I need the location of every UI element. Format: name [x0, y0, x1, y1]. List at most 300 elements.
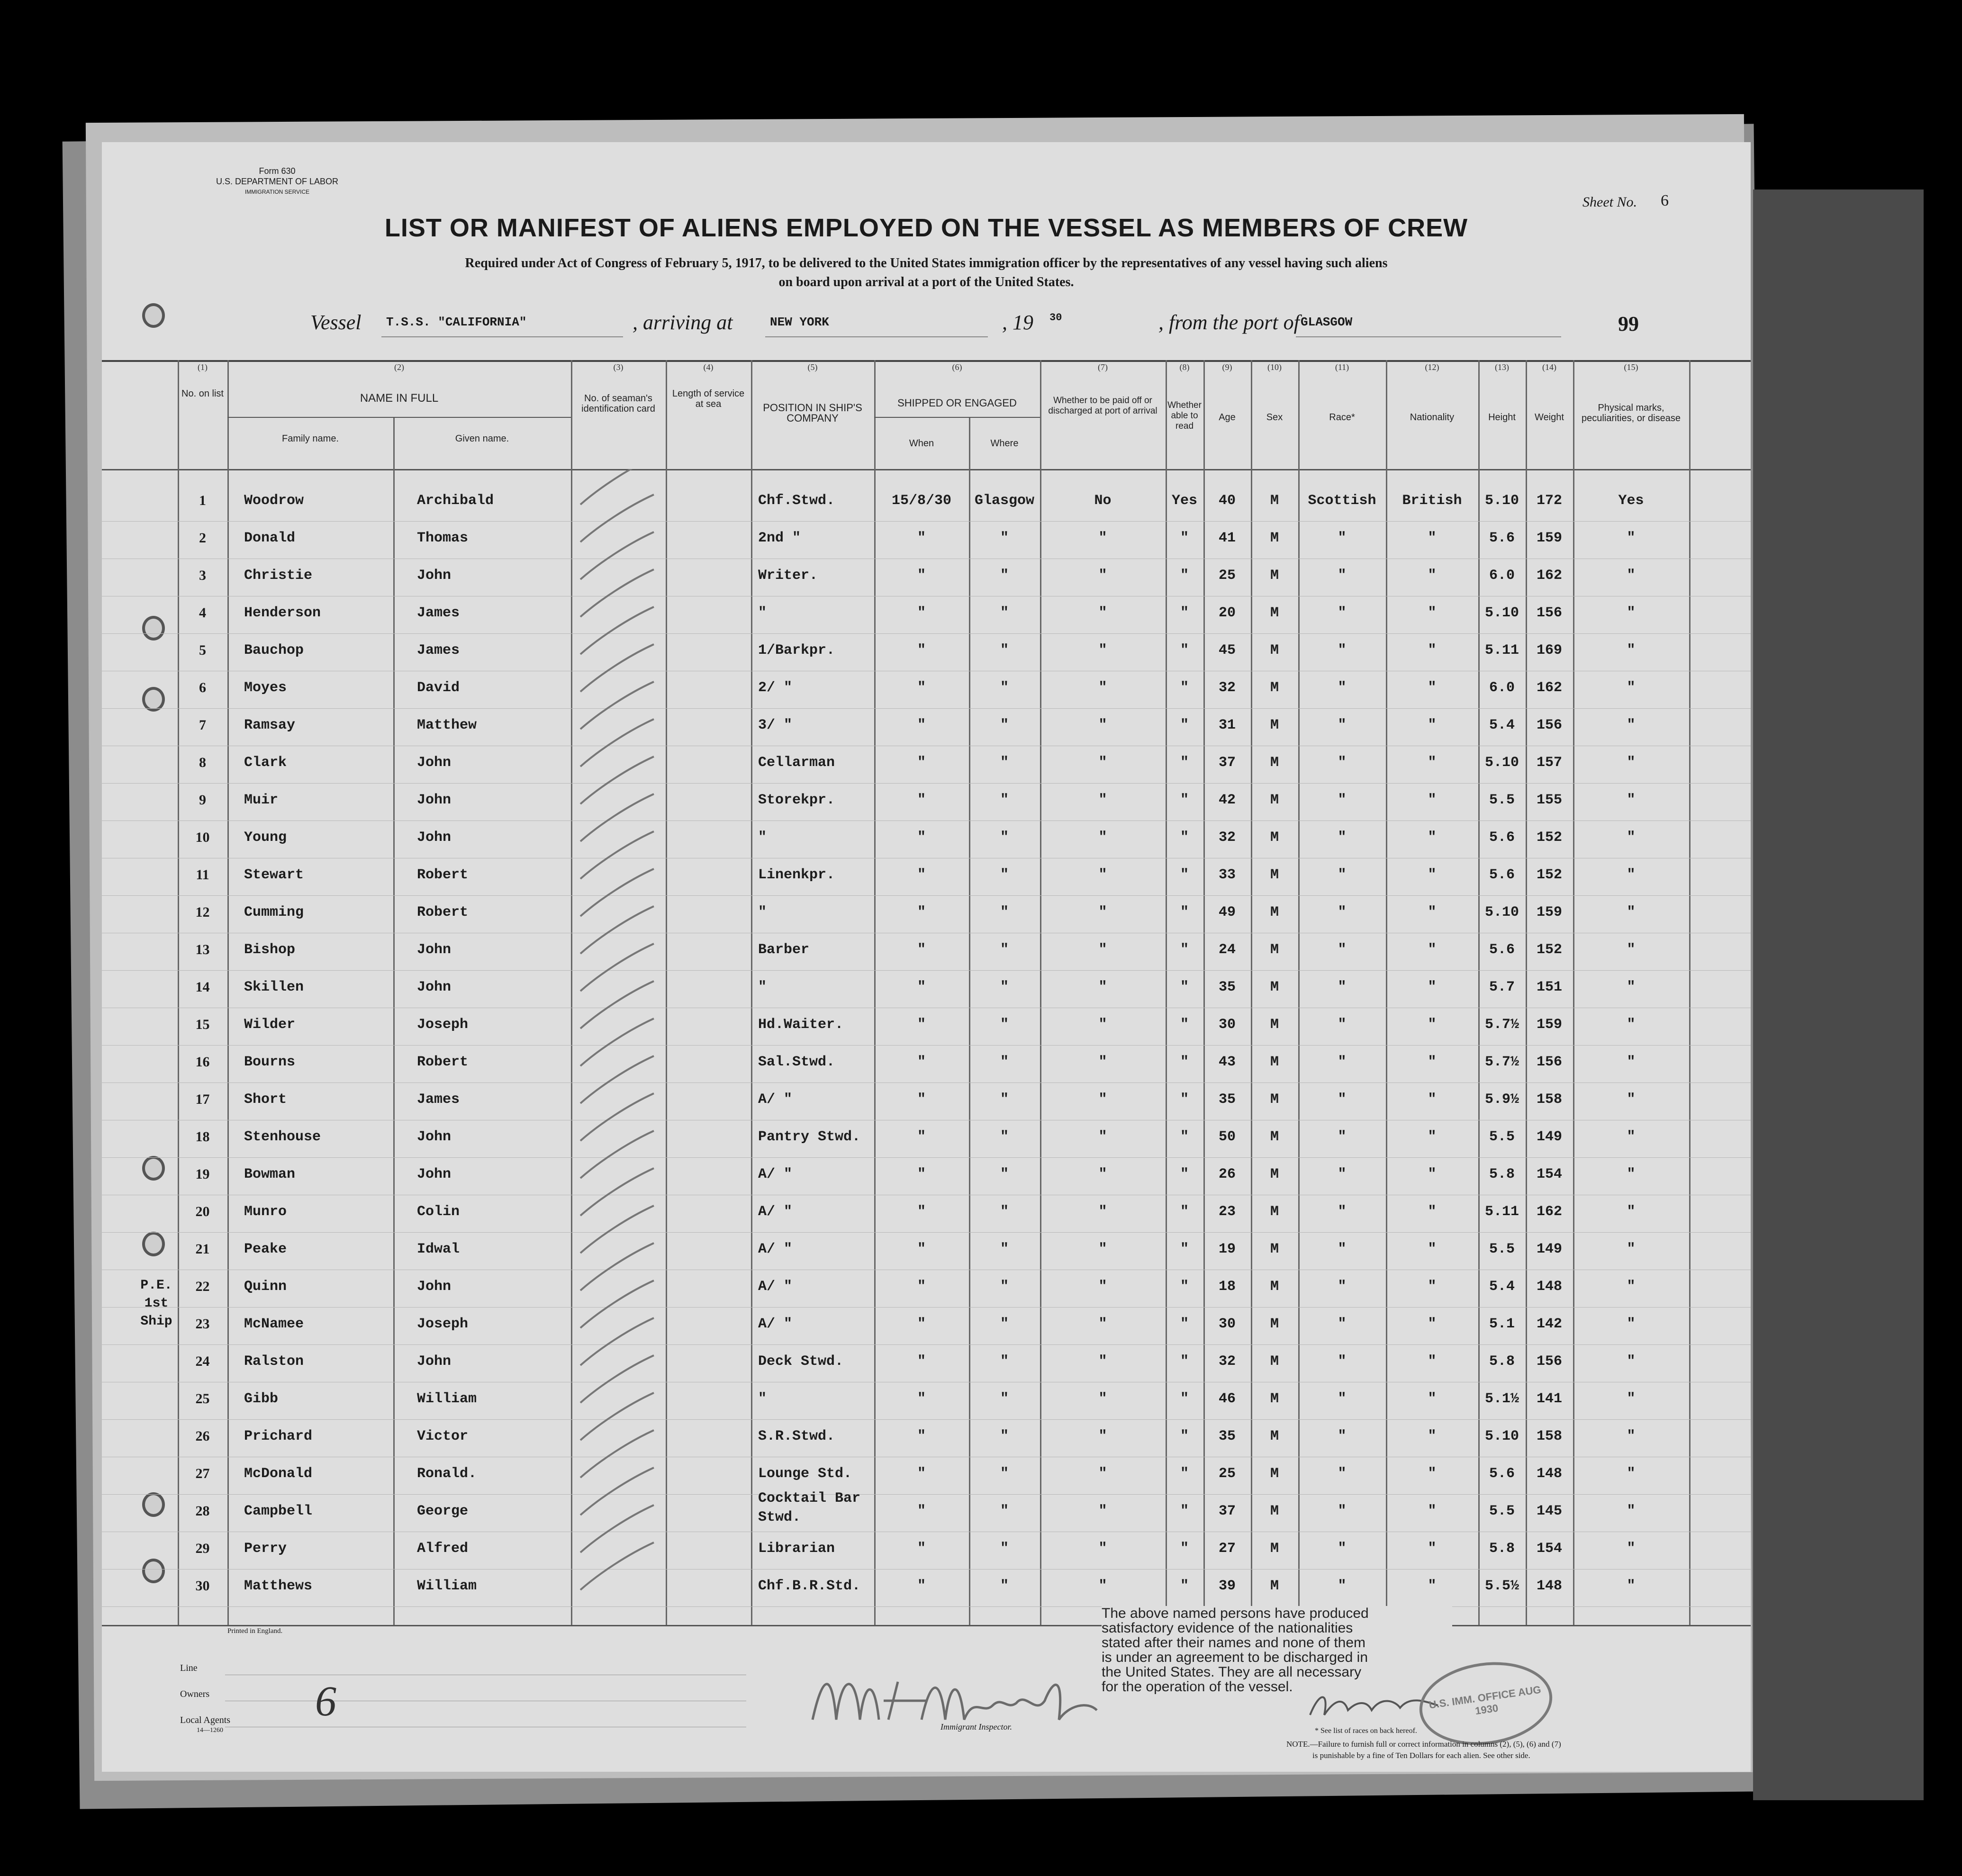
able-to-read: "	[1180, 568, 1189, 584]
shipped-when: "	[917, 792, 926, 808]
sex: M	[1270, 1204, 1279, 1220]
sex: M	[1270, 680, 1279, 696]
shipped-where: "	[1000, 1129, 1009, 1145]
family-name: Henderson	[244, 605, 321, 621]
able-to-read: "	[1180, 942, 1189, 958]
row-number: 21	[195, 1241, 210, 1257]
shipped-when: "	[917, 680, 926, 696]
handwritten-six: 6	[315, 1678, 336, 1725]
col-line	[1689, 360, 1691, 1625]
shipped-where: "	[1000, 867, 1009, 883]
paid-off: "	[1098, 1391, 1107, 1407]
height: 5.5	[1489, 1129, 1515, 1145]
form-subtitle-1: Required under Act of Congress of February 5, 1917, to be delivered to the United States immigration officer by the representatives of any vessel having such aliens	[465, 256, 1388, 271]
race: "	[1338, 792, 1347, 808]
shipped-when: "	[917, 1391, 926, 1407]
paid-off: "	[1098, 904, 1107, 920]
family-name: Perry	[244, 1541, 287, 1557]
paid-off: "	[1098, 605, 1107, 621]
weight: 159	[1536, 904, 1562, 920]
age: 33	[1218, 867, 1236, 883]
given-name: Robert	[417, 904, 469, 920]
shipped-where: "	[1000, 830, 1009, 846]
given-name: Colin	[417, 1204, 460, 1220]
race: "	[1338, 979, 1347, 995]
check-mark	[580, 1318, 654, 1365]
weight: 156	[1536, 605, 1562, 621]
weight: 169	[1536, 642, 1562, 658]
given-name: John	[417, 1279, 452, 1295]
nationality: "	[1428, 1353, 1437, 1370]
sex: M	[1270, 1466, 1279, 1482]
col-number: (9)	[1222, 362, 1232, 372]
height: 5.10	[1484, 493, 1519, 509]
header-weight: Weight	[1535, 412, 1564, 423]
shipped-when: 15/8/30	[891, 493, 952, 509]
family-name: Woodrow	[244, 493, 304, 509]
shipped-where: "	[1000, 680, 1009, 696]
race: "	[1338, 568, 1347, 584]
nationality: "	[1428, 1091, 1437, 1108]
col-number: (8)	[1179, 362, 1190, 372]
position: Deck Stwd.	[758, 1353, 844, 1370]
shipped-where: "	[1000, 979, 1009, 995]
paid-off: "	[1098, 642, 1107, 658]
given-name: Alfred	[417, 1541, 469, 1557]
height: 5.1	[1489, 1316, 1515, 1332]
paid-off: "	[1098, 942, 1107, 958]
able-to-read: "	[1180, 904, 1189, 920]
position: A/ "	[758, 1091, 793, 1108]
shipped-where: "	[1000, 1353, 1009, 1370]
row-number: 20	[195, 1204, 210, 1219]
col-number: (15)	[1624, 362, 1638, 372]
cert-line: for the operation of the vessel.	[1102, 1679, 1293, 1695]
check-mark	[580, 757, 654, 804]
fine-note-2: is punishable by a fine of Ten Dollars for each alien. See other side.	[1312, 1751, 1530, 1760]
able-to-read: "	[1180, 1466, 1189, 1482]
col-number: (4)	[703, 362, 714, 372]
row-rule	[102, 633, 1751, 634]
weight: 159	[1536, 1017, 1562, 1033]
position: Storekpr.	[758, 792, 835, 808]
height: 5.5	[1489, 1503, 1515, 1519]
underline	[1296, 336, 1561, 337]
sex: M	[1270, 1054, 1279, 1070]
given-name: George	[417, 1503, 469, 1519]
height: 5.4	[1489, 717, 1515, 733]
given-name: Robert	[417, 867, 469, 883]
position: 1/Barkpr.	[758, 642, 835, 658]
nationality: "	[1428, 530, 1437, 546]
shipped-when: "	[917, 755, 926, 771]
given-name: Idwal	[417, 1241, 460, 1257]
row-rule	[102, 1082, 1751, 1083]
check-mark	[580, 1505, 654, 1552]
family-name: Bowman	[244, 1166, 296, 1182]
table-bottom-border	[102, 1625, 1751, 1626]
punch-hole	[142, 1492, 165, 1517]
col-number: (7)	[1098, 362, 1108, 372]
check-mark	[580, 869, 654, 916]
nationality: British	[1402, 493, 1462, 509]
family-name: Munro	[244, 1204, 287, 1220]
sex: M	[1270, 830, 1279, 846]
paid-off: "	[1098, 1204, 1107, 1220]
nationality: "	[1428, 942, 1437, 958]
shipped-when: "	[917, 867, 926, 883]
age: 18	[1218, 1279, 1236, 1295]
sex: M	[1270, 1129, 1279, 1145]
shipped-where: "	[1000, 942, 1009, 958]
row-rule	[102, 1157, 1751, 1158]
position: Pantry Stwd.	[758, 1129, 861, 1145]
shipped-where: "	[1000, 1204, 1009, 1220]
physical-marks: "	[1627, 1166, 1636, 1182]
weight: 154	[1536, 1541, 1562, 1557]
cert-line: The above named persons have produced	[1102, 1605, 1369, 1621]
sex: M	[1270, 1503, 1279, 1519]
shipped-where: "	[1000, 1578, 1009, 1594]
physical-marks: "	[1627, 1091, 1636, 1108]
nationality: "	[1428, 717, 1437, 733]
shipped-when: "	[917, 942, 926, 958]
family-name: McNamee	[244, 1316, 304, 1332]
race: "	[1338, 1541, 1347, 1557]
row-number: 23	[195, 1316, 210, 1332]
fine-note-1: NOTE.—Failure to furnish full or correct information in columns (2), (5), (6) and (7)	[1286, 1740, 1561, 1749]
sex: M	[1270, 1279, 1279, 1295]
shipped-when: "	[917, 1279, 926, 1295]
row-number: 22	[195, 1279, 210, 1294]
sex: M	[1270, 979, 1279, 995]
nationality: "	[1428, 755, 1437, 771]
height: 5.5	[1489, 1241, 1515, 1257]
table-top-border	[102, 360, 1751, 362]
paid-off: "	[1098, 1578, 1107, 1594]
shipped-when: "	[917, 1428, 926, 1444]
race: "	[1338, 1353, 1347, 1370]
shipped-where: "	[1000, 755, 1009, 771]
nationality: "	[1428, 1541, 1437, 1557]
family-name: Bauchop	[244, 642, 304, 658]
row-rule	[102, 1045, 1751, 1046]
check-mark	[580, 719, 654, 767]
shipped-when: "	[917, 1503, 926, 1519]
sex: M	[1270, 568, 1279, 584]
age: 35	[1218, 1091, 1236, 1108]
age: 31	[1218, 717, 1236, 733]
sex: M	[1270, 1017, 1279, 1033]
position: Cellarman	[758, 755, 835, 771]
able-to-read: "	[1180, 1166, 1189, 1182]
col-number: (14)	[1542, 362, 1556, 372]
position: Cocktail Bar Stwd.	[758, 1490, 861, 1525]
shipped-when: "	[917, 1017, 926, 1033]
weight: 162	[1536, 568, 1562, 584]
col-line	[751, 360, 752, 1625]
shipped-where: "	[1000, 1166, 1009, 1182]
physical-marks: "	[1627, 680, 1636, 696]
height: 5.7½	[1484, 1017, 1519, 1033]
paid-off: "	[1098, 755, 1107, 771]
position: "	[758, 979, 767, 995]
paid-off: "	[1098, 1316, 1107, 1332]
row-number: 8	[199, 755, 206, 770]
check-mark	[580, 1243, 654, 1290]
check-mark	[580, 682, 654, 729]
printed-note: Printed in England.	[227, 1627, 283, 1635]
owners-label: Owners	[180, 1689, 210, 1699]
age: 19	[1218, 1241, 1236, 1257]
given-name: John	[417, 755, 452, 771]
able-to-read: "	[1180, 1428, 1189, 1444]
shipped-where: "	[1000, 568, 1009, 584]
subheader-line	[874, 417, 1040, 418]
age: 32	[1218, 830, 1236, 846]
shipped-when: "	[917, 530, 926, 546]
sex: M	[1270, 792, 1279, 808]
race: "	[1338, 717, 1347, 733]
age: 37	[1218, 755, 1236, 771]
sheet-number: 6	[1661, 192, 1669, 209]
nationality: "	[1428, 1241, 1437, 1257]
row-number: 24	[195, 1353, 210, 1369]
from-port-label: , from the port of	[1158, 311, 1300, 334]
physical-marks: "	[1627, 755, 1636, 771]
age: 27	[1218, 1541, 1236, 1557]
age: 50	[1218, 1129, 1236, 1145]
given-name: John	[417, 1166, 452, 1182]
shipped-where: "	[1000, 1316, 1009, 1332]
row-number: 4	[199, 605, 206, 621]
paid-off: "	[1098, 1279, 1107, 1295]
row-number: 18	[195, 1129, 210, 1145]
check-mark	[580, 1056, 654, 1103]
row-rule	[102, 783, 1751, 784]
physical-marks: "	[1627, 530, 1636, 546]
paid-off: "	[1098, 1541, 1107, 1557]
height: 5.8	[1489, 1541, 1515, 1557]
physical-marks: "	[1627, 642, 1636, 658]
able-to-read: "	[1180, 792, 1189, 808]
nationality: "	[1428, 1017, 1437, 1033]
paid-off: "	[1098, 680, 1107, 696]
weight: 142	[1536, 1316, 1562, 1332]
shipped-when: "	[917, 1466, 926, 1482]
age: 26	[1218, 1166, 1236, 1182]
position: Lounge Std.	[758, 1466, 852, 1482]
position: Chf.B.R.Std.	[758, 1578, 861, 1594]
family-name: Gibb	[244, 1391, 279, 1407]
row-number: 7	[199, 717, 206, 733]
age: 30	[1218, 1017, 1236, 1033]
height: 5.10	[1484, 1428, 1519, 1444]
row-number: 19	[195, 1166, 210, 1182]
race: "	[1338, 1166, 1347, 1182]
header-when: When	[909, 438, 934, 449]
position: Sal.Stwd.	[758, 1054, 835, 1070]
row-number: 11	[196, 867, 209, 883]
weight: 162	[1536, 1204, 1562, 1220]
height: 5.10	[1484, 605, 1519, 621]
nationality: "	[1428, 1466, 1437, 1482]
shipped-where: "	[1000, 1428, 1009, 1444]
physical-marks: "	[1627, 1279, 1636, 1295]
given-name: Ronald.	[417, 1466, 477, 1482]
given-name: John	[417, 792, 452, 808]
family-name: Stewart	[244, 867, 304, 883]
cert-line: stated after their names and none of them	[1102, 1635, 1366, 1651]
row-number: 2	[199, 530, 206, 546]
check-mark	[580, 944, 654, 991]
shipped-where: "	[1000, 642, 1009, 658]
certification-text	[1102, 1606, 1452, 1694]
race: "	[1338, 1279, 1347, 1295]
shipped-where: Glasgow	[974, 493, 1035, 509]
physical-marks: "	[1627, 1054, 1636, 1070]
position: Linenkpr.	[758, 867, 835, 883]
position: "	[758, 1391, 767, 1407]
age: 20	[1218, 605, 1236, 621]
nationality: "	[1428, 1316, 1437, 1332]
check-mark	[580, 1019, 654, 1066]
col-number: (5)	[807, 362, 818, 372]
shipped-where: "	[1000, 1091, 1009, 1108]
sheet-label: Sheet No.	[1582, 194, 1637, 210]
able-to-read: "	[1180, 1279, 1189, 1295]
weight: 158	[1536, 1091, 1562, 1108]
paid-off: "	[1098, 717, 1107, 733]
underline	[381, 336, 623, 337]
shipped-when: "	[917, 1241, 926, 1257]
col-line	[666, 360, 667, 1625]
check-mark	[580, 644, 654, 692]
given-name: Matthew	[417, 717, 477, 733]
header-position: POSITION IN SHIP'S COMPANY	[763, 402, 862, 424]
race: "	[1338, 1017, 1347, 1033]
weight: 152	[1536, 867, 1562, 883]
punch-hole	[142, 1232, 165, 1256]
sex: M	[1270, 717, 1279, 733]
check-mark	[580, 495, 654, 542]
nationality: "	[1428, 1391, 1437, 1407]
col-line	[227, 360, 229, 1625]
arriving-port: NEW YORK	[770, 315, 829, 329]
vessel-label: Vessel	[310, 311, 362, 334]
position: Writer.	[758, 568, 818, 584]
race: "	[1338, 755, 1347, 771]
height: 5.1½	[1484, 1391, 1519, 1407]
check-mark	[580, 831, 654, 879]
height: 5.9½	[1484, 1091, 1519, 1108]
able-to-read: "	[1180, 717, 1189, 733]
physical-marks: "	[1627, 1204, 1636, 1220]
identification-check-marks	[571, 469, 666, 1625]
row-number: 16	[195, 1054, 210, 1070]
paid-off: "	[1098, 867, 1107, 883]
age: 46	[1218, 1391, 1236, 1407]
shipped-where: "	[1000, 1279, 1009, 1295]
year-prefix: , 19	[1002, 311, 1033, 334]
sex: M	[1270, 642, 1279, 658]
able-to-read: "	[1180, 1316, 1189, 1332]
race: "	[1338, 1316, 1347, 1332]
header-physical: Physical marks, peculiarities, or disease	[1582, 403, 1681, 424]
row-number: 17	[195, 1091, 210, 1107]
sex: M	[1270, 942, 1279, 958]
header-able-read: Whether able to read	[1167, 400, 1202, 431]
position: "	[758, 605, 767, 621]
physical-marks: "	[1627, 1503, 1636, 1519]
shipped-where: "	[1000, 1391, 1009, 1407]
inspector-label: Immigrant Inspector.	[940, 1722, 1012, 1732]
family-name: Peake	[244, 1241, 287, 1257]
race: "	[1338, 1054, 1347, 1070]
nationality: "	[1428, 1279, 1437, 1295]
race: "	[1338, 1503, 1347, 1519]
shipped-when: "	[917, 904, 926, 920]
shipped-when: "	[917, 1353, 926, 1370]
physical-marks: "	[1627, 904, 1636, 920]
sex: M	[1270, 1241, 1279, 1257]
weight: 148	[1536, 1279, 1562, 1295]
weight: 152	[1536, 830, 1562, 846]
row-number: 1	[199, 493, 206, 508]
col-number: (3)	[613, 362, 624, 372]
cert-line: satisfactory evidence of the nationalities	[1102, 1620, 1353, 1636]
sex: M	[1270, 1166, 1279, 1182]
sex: M	[1270, 1541, 1279, 1557]
able-to-read: "	[1180, 1091, 1189, 1108]
nationality: "	[1428, 568, 1437, 584]
margin-note-line: P.E.	[140, 1278, 172, 1293]
physical-marks: "	[1627, 605, 1636, 621]
agents-label: Local Agents	[180, 1715, 231, 1725]
height: 5.8	[1489, 1166, 1515, 1182]
manifest-sheet	[102, 142, 1751, 1772]
weight: 149	[1536, 1129, 1562, 1145]
family-name: Skillen	[244, 979, 304, 995]
shipped-when: "	[917, 1166, 926, 1182]
family-name: Moyes	[244, 680, 287, 696]
given-name: William	[417, 1391, 477, 1407]
form-header-block	[173, 166, 381, 197]
paid-off: "	[1098, 530, 1107, 546]
physical-marks: "	[1627, 867, 1636, 883]
physical-marks: "	[1627, 1316, 1636, 1332]
weight: 172	[1536, 493, 1562, 509]
age: 35	[1218, 1428, 1236, 1444]
able-to-read: "	[1180, 1017, 1189, 1033]
punch-hole	[142, 616, 165, 640]
paid-off: No	[1094, 493, 1112, 509]
weight: 159	[1536, 530, 1562, 546]
weight: 145	[1536, 1503, 1562, 1519]
nationality: "	[1428, 680, 1437, 696]
sex: M	[1270, 755, 1279, 771]
sex: M	[1270, 904, 1279, 920]
nationality: "	[1428, 830, 1437, 846]
age: 32	[1218, 1353, 1236, 1370]
age: 40	[1218, 493, 1236, 509]
able-to-read: "	[1180, 1129, 1189, 1145]
inspector-signature	[803, 1649, 1154, 1748]
shipped-when: "	[917, 605, 926, 621]
paid-off: "	[1098, 1428, 1107, 1444]
weight: 155	[1536, 792, 1562, 808]
check-mark	[580, 607, 654, 654]
